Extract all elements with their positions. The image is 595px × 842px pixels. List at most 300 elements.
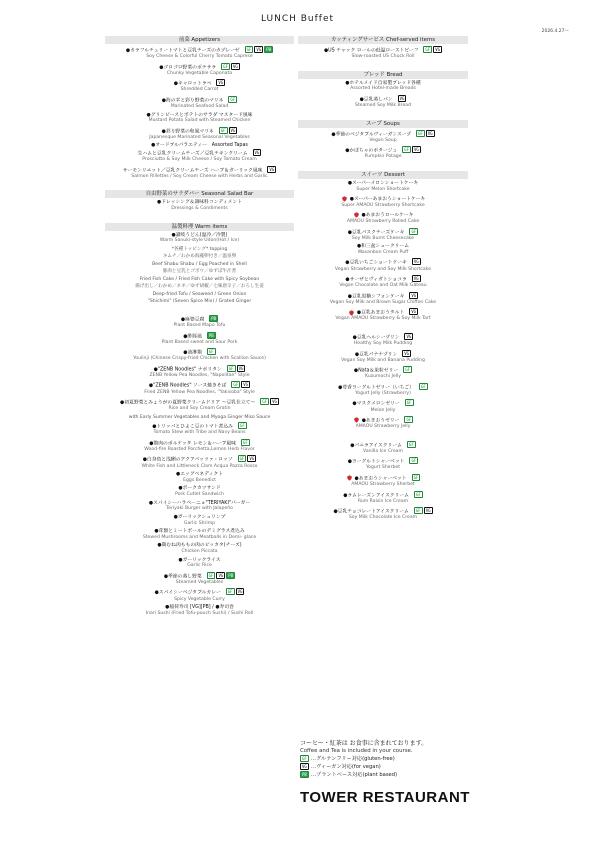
section-spacer xyxy=(298,325,468,333)
menu-item xyxy=(298,130,468,144)
menu-item-row xyxy=(105,96,294,104)
section-header: 前菜 Appetizers xyxy=(105,36,294,44)
menu-item-name-jp: ●あまおうロールケーキ xyxy=(361,213,414,219)
menu-item-name-en: Soy Cheese & Colorful Cherry Tomato Caprese xyxy=(146,54,253,60)
menu-item-name-en: Soy Milk Chocolate Ice Cream xyxy=(348,515,418,521)
menu-item-name-en: Slow-roasted US Chuck Roll xyxy=(351,54,415,60)
menu-item xyxy=(105,543,294,554)
menu-item-row xyxy=(298,507,468,515)
diet-badges xyxy=(401,350,411,358)
menu-note-text: Deep-fried Tofu / Seaweed / Green Onion xyxy=(152,291,247,297)
menu-item-name-en: Chunky Vegetable Caponata xyxy=(166,70,233,76)
menu-item-row xyxy=(105,166,294,174)
strawberry-icon xyxy=(348,309,355,316)
menu-item-name-jp: ●ラムレーズンアイスクリーム xyxy=(343,492,409,498)
strawberry-icon xyxy=(346,474,353,481)
vg-badge-icon: VG xyxy=(302,764,307,769)
menu-item-name-en: Garlic Rice xyxy=(187,563,212,569)
menu-item-name-jp: ●ガーリックシュリンプ xyxy=(173,514,226,520)
menu-item-name-jp: ●初夏野菜とみょうがの夏野菜クリームドリア 〜豆乳仕立て〜 xyxy=(120,400,256,406)
menu-item-name-en: Vegan Soup xyxy=(369,137,397,143)
gf-badge-icon: GF xyxy=(242,439,248,445)
menu-item-row xyxy=(298,275,468,283)
menu-item-name-en: Yogurt Sherbet xyxy=(365,465,401,471)
vg-badge-icon: VG xyxy=(413,147,419,153)
vg-badge-icon: VG xyxy=(411,292,417,298)
menu-item-name-en: Salmon Rillettes / Soy Cream Cheese with Herbs and Garlic xyxy=(131,173,268,179)
section-header: ブレッド Bread xyxy=(298,71,468,79)
menu-item-name-en: Wasanbon Cream Puff xyxy=(357,249,409,255)
menu-item-name-en: Garlic Shrimp xyxy=(183,520,216,526)
menu-item-name-jp: ●豆乳いちごショートケーキ xyxy=(345,260,407,266)
menu-item-name-en: Yogurt Jelly (Strawberry) xyxy=(355,390,411,396)
menu-item-name-jp: ●Nata＆果粒ゼリー xyxy=(353,368,399,374)
menu-item-name-jp: ●苺香ヨーグルトゼリー（いちご） xyxy=(338,385,415,391)
menu-note-text: "Shichimi" (Seven Spice Mix) / Grated Ginger xyxy=(147,299,252,305)
section-header: カッティングサービス Chef-served items xyxy=(298,36,468,44)
diet-badges xyxy=(413,507,433,515)
vg-badge-icon: VG xyxy=(249,456,255,462)
menu-item-name-jp: ●茸類とミートボールのデミグラス煮込み xyxy=(154,529,245,534)
gf-badge-icon: GF xyxy=(413,474,419,480)
menu-note xyxy=(105,299,294,305)
menu-note-text: キムチ／わかめ海藻卵付き／温泉卵 xyxy=(162,254,237,260)
menu-item xyxy=(298,333,468,347)
menu-item-name-jp: 生ハムと豆乳クリームチーズ／豆乳チキンクリーム xyxy=(137,151,248,157)
section-spacer xyxy=(105,307,294,315)
menu-item xyxy=(105,46,294,60)
section-spacer xyxy=(298,163,468,171)
menu-item xyxy=(298,441,468,455)
menu-item-name-en: Vegan Strawberry and Soy Milk Shortcake xyxy=(334,266,432,272)
vg-badge-icon: VG xyxy=(230,127,236,133)
vg-badge-icon: VG xyxy=(237,589,243,595)
menu-item xyxy=(105,63,294,77)
menu-item-name-jp: サーモンリエット／豆乳クリームチーズ ハーブ＆ガーリック風味 xyxy=(122,168,263,174)
menu-item-name-jp: ●エッグベネディクト xyxy=(176,472,223,477)
diet-badges xyxy=(406,441,416,449)
menu-item-name-jp: ●彩り野菜の和風マリネ xyxy=(161,129,214,135)
menu-item xyxy=(298,491,468,505)
menu-item-name-jp: ●スパイシーベジタブルカレー xyxy=(154,590,221,596)
diet-badges xyxy=(411,275,421,283)
menu-item-row xyxy=(298,211,468,219)
menu-item-row xyxy=(105,455,294,463)
menu-item-row xyxy=(105,113,294,119)
legend-row xyxy=(300,763,500,770)
menu-item-row xyxy=(298,350,468,358)
menu-item-name-jp: ●かぼちゃのポタージュ xyxy=(345,148,398,154)
menu-item xyxy=(298,258,468,272)
menu-note xyxy=(105,277,294,283)
menu-item-row xyxy=(105,501,294,507)
gf-badge-icon: GF xyxy=(228,365,234,371)
legend-text: …グルテンフリー対応(gluten-free) xyxy=(310,756,395,762)
menu-note-text: 豚肉と豆乳とゴボウ／ゆずぽ牛汁煮 xyxy=(162,269,237,275)
menu-item-row xyxy=(105,486,294,492)
pb-badge-icon: PB xyxy=(208,332,214,338)
menu-item xyxy=(298,195,468,208)
menu-item xyxy=(105,472,294,483)
page-title: LUNCH Buffet xyxy=(260,14,335,24)
menu-item-name-en: Vanilla Ice Cream xyxy=(363,448,403,454)
menu-item xyxy=(105,332,294,346)
gf-badge-icon: GF xyxy=(415,491,421,497)
legend-text: …プラントベース対応(plant based) xyxy=(310,772,398,778)
menu-item-name-jp: ●カラフルチェリートマトと豆乳チーズのカプレーゼ xyxy=(125,48,240,54)
gf-badge-icon: GF xyxy=(246,47,252,52)
menu-item xyxy=(298,474,468,488)
coffee-note-en: Coffee and Tea is included in your course. xyxy=(300,748,413,754)
vg-badge-icon: VG xyxy=(413,276,419,281)
menu-item-name-jp: ●豆乳あまおうタルト xyxy=(356,310,405,316)
menu-item-name-jp: ●豆乳チョコレートアイスクリーム xyxy=(333,509,409,515)
legend-text: …ヴィーガン対応(for vegan) xyxy=(310,764,381,770)
diet-badges xyxy=(413,491,423,499)
section-spacer xyxy=(298,112,468,120)
menu-note xyxy=(105,415,294,421)
diet-badges xyxy=(259,398,279,406)
pb-badge-icon: PB xyxy=(211,315,217,321)
menu-item-name-en: Marinated Seafood Salad xyxy=(170,104,229,109)
footer-notes xyxy=(300,738,500,778)
section-spacer xyxy=(298,433,468,441)
menu-item-name-jp: ●季節のベジタブルヴィーガンスープ xyxy=(331,131,411,137)
menu-item-name-en: Shredded Carrot xyxy=(180,87,219,93)
gf-badge-icon: GF xyxy=(223,63,228,69)
menu-item-row xyxy=(105,472,294,478)
menu-item xyxy=(298,181,468,192)
vg-badge-icon: VG xyxy=(232,63,238,69)
menu-item-row xyxy=(105,200,294,206)
gf-badge-icon: GF xyxy=(411,458,417,464)
diet-badges xyxy=(408,457,418,465)
menu-item xyxy=(105,529,294,540)
menu-item-name-en: Prosciutto & Soy Milk Cheese / Soy Tomato Cream xyxy=(142,157,257,163)
menu-item-name-en: Steamed Soy Milk Bread xyxy=(354,103,412,108)
menu-item-name-jp: ●豆乳ヘルシープリン xyxy=(352,335,400,341)
menu-item-row xyxy=(105,79,294,87)
menu-item-row xyxy=(105,422,294,430)
diet-badges xyxy=(401,146,421,154)
menu-item-name-jp: ●ホテルメイド自家製ブレッド各種 xyxy=(345,80,421,86)
menu-item-row xyxy=(105,46,294,54)
menu-item-name-en: AMAOU Strawberry Sherbet xyxy=(351,482,415,487)
menu-item-name-en: Youlinji (Chinese Crispy-fried Chicken with Scallion Sauce) xyxy=(133,356,266,362)
diet-badges xyxy=(227,96,237,104)
menu-item-row xyxy=(105,63,294,71)
menu-item-name-jp: ●マスクメロンゼリー xyxy=(352,401,400,407)
gf-badge-icon: GF xyxy=(230,96,236,102)
coffee-note-jp: コーヒー・紅茶は お食事に含まれております。 xyxy=(300,740,428,747)
menu-item-name-jp: ●豆乳黒糖シフォンケーキ xyxy=(347,294,405,299)
menu-item-name-en: Plant Based Mapo Tofu xyxy=(173,323,226,328)
diet-badges xyxy=(244,46,273,54)
menu-item-name-jp: ●鶏肉のポルケッタ レモン＆ハーブ風味 xyxy=(149,441,236,447)
menu-item-row xyxy=(298,308,468,316)
menu-item-row xyxy=(298,457,468,465)
brand-logo: TOWER RESTAURANT xyxy=(300,789,470,806)
menu-item-row xyxy=(298,292,468,300)
menu-note-text: with Early Summer Vegetables and Myoga Ginger Miso Sauce xyxy=(128,414,271,420)
menu-item-row xyxy=(105,381,294,389)
menu-item-name-en: Dressings & Condiments xyxy=(171,206,228,212)
diet-badges xyxy=(418,383,428,391)
menu-item-name-jp: ●ガーリックライス xyxy=(178,557,221,563)
menu-item xyxy=(298,244,468,255)
menu-item-row xyxy=(105,332,294,340)
menu-item-name-jp: ●US チャック ロールの低温ローストビーフ xyxy=(323,48,419,54)
menu-item-name-en: Eggs Benedict xyxy=(183,477,216,483)
menu-note-text: Fried Fish Cake / Fried Fish Cake with Spicy Soybean xyxy=(139,276,260,282)
diet-badges xyxy=(411,474,421,482)
right-menu-column xyxy=(298,36,468,524)
menu-item-name-jp: ●ポークカツサンド xyxy=(178,486,221,492)
menu-item-name-en: Fried ZENB Yellow Pea Noodles, "Yakisoba" Style xyxy=(144,389,255,395)
menu-item-row xyxy=(298,81,468,87)
section-header: スイーツ Dessert xyxy=(298,171,468,179)
menu-item-name-jp: ●バニラアイスクリーム xyxy=(350,443,402,448)
effective-date: 2026.4.27〜 xyxy=(541,29,569,34)
menu-note-text: Beef Shabu Shabu / Egg Poached in Shell xyxy=(152,261,247,267)
menu-item-row xyxy=(298,146,468,154)
menu-item-name-en: Vegan Soy Milk and Brown Sugar Chiffon Cake xyxy=(329,299,437,305)
menu-item xyxy=(105,486,294,497)
menu-item-row xyxy=(105,365,294,373)
menu-item-row xyxy=(105,515,294,521)
menu-item xyxy=(298,95,468,109)
vg-badge-icon: VG xyxy=(272,399,277,404)
gf-badge-icon: GF xyxy=(425,47,431,52)
menu-item-name-jp: ●季節の蒸し野菜 xyxy=(163,574,202,580)
diet-badges xyxy=(208,315,218,323)
menu-item-name-en: AMAOU Strawberry Jelly xyxy=(355,424,411,430)
diet-badges xyxy=(237,455,257,463)
menu-item-name-en: Pumpkin Potage xyxy=(364,154,402,160)
menu-item xyxy=(105,127,294,141)
menu-item-name-en: Melon Jelly xyxy=(370,407,396,413)
menu-item xyxy=(105,149,294,163)
section-header: 自由野菜のサラダバー Seasonal Salad Bar xyxy=(105,190,294,198)
diet-badges xyxy=(225,588,245,596)
menu-item xyxy=(105,439,294,453)
section-header: 温製料理 Warm items xyxy=(105,223,294,231)
menu-item-row xyxy=(298,228,468,236)
vg-badge-icon: VG xyxy=(404,350,410,356)
diet-badges xyxy=(402,366,412,374)
gf-badge-icon: GF xyxy=(408,441,414,447)
gf-badge-icon: GF xyxy=(227,589,233,595)
menu-item xyxy=(105,166,294,180)
gf-badge-icon: GF xyxy=(417,130,423,136)
diet-badges xyxy=(415,130,435,138)
diet-badges xyxy=(215,79,225,87)
vg-badge-icon: VG xyxy=(427,130,433,136)
menu-item-name-en: Plant Based sweet and Sour Pork xyxy=(161,339,238,345)
menu-item-row xyxy=(105,543,294,549)
menu-item-name-jp: ●ドレッシング＆調味料コンディメント xyxy=(156,200,243,206)
gf-badge-icon: GF xyxy=(302,756,307,761)
diet-badges xyxy=(226,365,246,373)
menu-item-row xyxy=(105,233,294,239)
menu-item-name-jp: ●酢豚風 xyxy=(183,333,202,339)
diet-badges xyxy=(408,308,418,316)
section-spacer xyxy=(105,215,294,223)
gf-badge-icon: GF xyxy=(405,367,411,373)
menu-item-row xyxy=(105,315,294,323)
pb-badge-icon: PB xyxy=(266,47,272,52)
diet-badges xyxy=(266,166,276,174)
menu-item-row xyxy=(298,383,468,391)
menu-item-row xyxy=(298,244,468,250)
menu-item xyxy=(105,572,294,586)
menu-item-name-en: Warm Sanuki-style Udon(Hot / Ice) xyxy=(159,238,240,244)
menu-item xyxy=(105,315,294,329)
menu-item-row xyxy=(298,258,468,266)
diet-badges xyxy=(240,439,250,447)
menu-item-name-en: Teriyaki Burger with Jalapeño xyxy=(166,506,233,512)
menu-item-name-jp: ●油淋鶏 xyxy=(183,350,202,356)
menu-item xyxy=(298,350,468,364)
gf-badge-icon: GF xyxy=(239,456,245,462)
menu-item-name-en: Vegan AMAOU Strawberry & Soy Milk Tart xyxy=(335,316,431,322)
diet-badges xyxy=(218,127,238,135)
diet-badges xyxy=(206,332,216,340)
menu-item-name-jp: ●麻婆豆腐 xyxy=(180,317,205,323)
menu-item-name-jp: ●あまおうシャーベット xyxy=(354,476,407,482)
menu-item-name-en: Japanesque Marinated Seasonal Vegetables xyxy=(149,134,250,140)
menu-item-name-en: Tomato Stew with Tribe and Navy Beans xyxy=(153,430,246,436)
menu-item-name-jp: ●"ZENB Noodles" ナポリタン xyxy=(153,367,222,373)
menu-item-name-jp: ●スパイシーハラペーニョ"TERIYAKI"バーガー xyxy=(148,500,251,506)
diet-badges xyxy=(408,228,418,236)
menu-item xyxy=(105,455,294,469)
diet-badges xyxy=(411,258,421,266)
section-spacer xyxy=(298,63,468,71)
menu-item-name-jp: ●讃岐うどん(温冷／冷製) xyxy=(171,232,228,238)
diet-badges xyxy=(403,333,413,341)
menu-item xyxy=(298,81,468,92)
menu-item-name-jp: ●スーパーあまおうショートケーキ xyxy=(349,197,426,202)
gf-badge-icon: GF xyxy=(406,400,412,406)
diet-badges xyxy=(230,381,250,389)
menu-item-name-jp: ●ゴロゴロ野菜のポテサラ xyxy=(159,65,217,70)
menu-item xyxy=(105,200,294,211)
menu-item-row xyxy=(105,149,294,157)
menu-item-name-en: Rice and Soy Cream Gratin xyxy=(168,406,231,412)
menu-item-row xyxy=(298,491,468,499)
diet-badges xyxy=(220,63,240,71)
menu-item-name-jp: ●オードブルバラエティー Assorted Tapas xyxy=(151,143,248,149)
menu-item-name-jp: ●海の幸と彩り野菜のマリネ xyxy=(161,98,224,104)
menu-item-name-en: Soy Milk Burnt Cheesecake xyxy=(351,235,415,241)
diet-badges xyxy=(403,416,413,424)
menu-item-row xyxy=(105,605,294,611)
vg-badge-icon: VG xyxy=(413,259,419,265)
menu-item-name-en: Vegan Chocolate and Oat Milk Gâteau xyxy=(339,283,427,289)
pb-badge-icon: PB xyxy=(302,772,307,777)
vg-badge-icon: VG xyxy=(406,333,412,339)
menu-item-row xyxy=(105,529,294,535)
menu-item-name-en: Chicken Piccata xyxy=(181,549,218,554)
menu-item-name-en: Wood-fire Roasted Porchetta,Lemon Herb Flavor xyxy=(144,446,255,452)
menu-item xyxy=(298,457,468,471)
pb-badge-icon: PB xyxy=(228,572,234,578)
menu-item-name-jp: ●サーザとヴィガトショコラ xyxy=(345,277,407,283)
menu-item xyxy=(105,501,294,512)
menu-item xyxy=(298,211,468,224)
diet-badges xyxy=(237,422,247,430)
menu-item-name-en: Rum Raisin Ice Cream xyxy=(357,498,409,504)
menu-item xyxy=(105,96,294,110)
menu-item-name-jp: ●キャロットラペ xyxy=(173,81,212,87)
menu-item-row xyxy=(105,348,294,356)
menu-item xyxy=(105,365,294,379)
vg-badge-icon: VG xyxy=(411,309,417,315)
gf-badge-icon: GF xyxy=(421,383,426,389)
gf-badge-icon: GF xyxy=(239,423,245,429)
menu-note xyxy=(105,247,294,253)
menu-item-name-en: Super Melon Shortcake xyxy=(356,186,410,192)
menu-item-row xyxy=(298,46,468,54)
diet-badges xyxy=(252,149,262,157)
gf-badge-icon: GF xyxy=(208,349,214,355)
gf-badge-icon: GF xyxy=(262,399,268,404)
menu-item xyxy=(298,383,468,397)
menu-item xyxy=(105,422,294,436)
menu-item-name-en: Stewed Mushrooms and Meatballs in Demi- glace xyxy=(142,534,257,540)
menu-item xyxy=(105,515,294,526)
menu-item xyxy=(298,146,468,160)
menu-note-text: *各種トッピング* topping xyxy=(171,246,228,252)
vg-badge-icon: VG xyxy=(238,365,244,371)
gf-badge-icon: GF xyxy=(233,382,239,388)
menu-item xyxy=(105,558,294,569)
menu-note xyxy=(105,284,294,290)
menu-item-name-en: AMAOU Strawberry Rolled Cake xyxy=(346,219,420,224)
menu-item xyxy=(105,348,294,362)
menu-item xyxy=(298,308,468,322)
menu-item-row xyxy=(105,398,294,406)
menu-item-name-en: Inari Sushi (Fried Tofu-pouch Sushi) / Sushi Roll xyxy=(145,610,254,616)
legend-row xyxy=(300,771,500,778)
vg-badge-icon: VG xyxy=(269,166,275,172)
menu-note-text: 揚げ出し／わかめ／ネギ／ゆず胡椒／七味唐辛子／おろし生姜 xyxy=(135,284,264,290)
menu-item-row xyxy=(105,558,294,564)
menu-item-name-jp: ●豆乳蒸しパン xyxy=(359,97,393,103)
diet-badges xyxy=(206,348,216,356)
menu-note xyxy=(105,269,294,275)
menu-item-name-en: Assorted Hotel-made Breads xyxy=(350,86,416,92)
legend-row xyxy=(300,755,500,762)
vg-badge-icon: VG xyxy=(425,508,431,514)
menu-item-name-en: Spicy Vegetable Curry xyxy=(174,596,225,602)
diet-badges xyxy=(397,95,407,103)
menu-item xyxy=(298,292,468,306)
menu-item xyxy=(105,79,294,93)
menu-item xyxy=(298,399,468,413)
menu-item xyxy=(105,398,294,412)
menu-item-row xyxy=(105,439,294,447)
gf-badge-icon: GF xyxy=(404,147,409,153)
gf-badge-icon: GF xyxy=(415,508,421,514)
menu-note xyxy=(105,262,294,268)
menu-item xyxy=(298,228,468,242)
menu-item-name-jp: ●稲荷寿司 [VG][PB] / ●寿司巻 xyxy=(165,605,234,610)
section-spacer xyxy=(105,182,294,190)
menu-item-row xyxy=(298,399,468,407)
menu-item xyxy=(298,366,468,380)
